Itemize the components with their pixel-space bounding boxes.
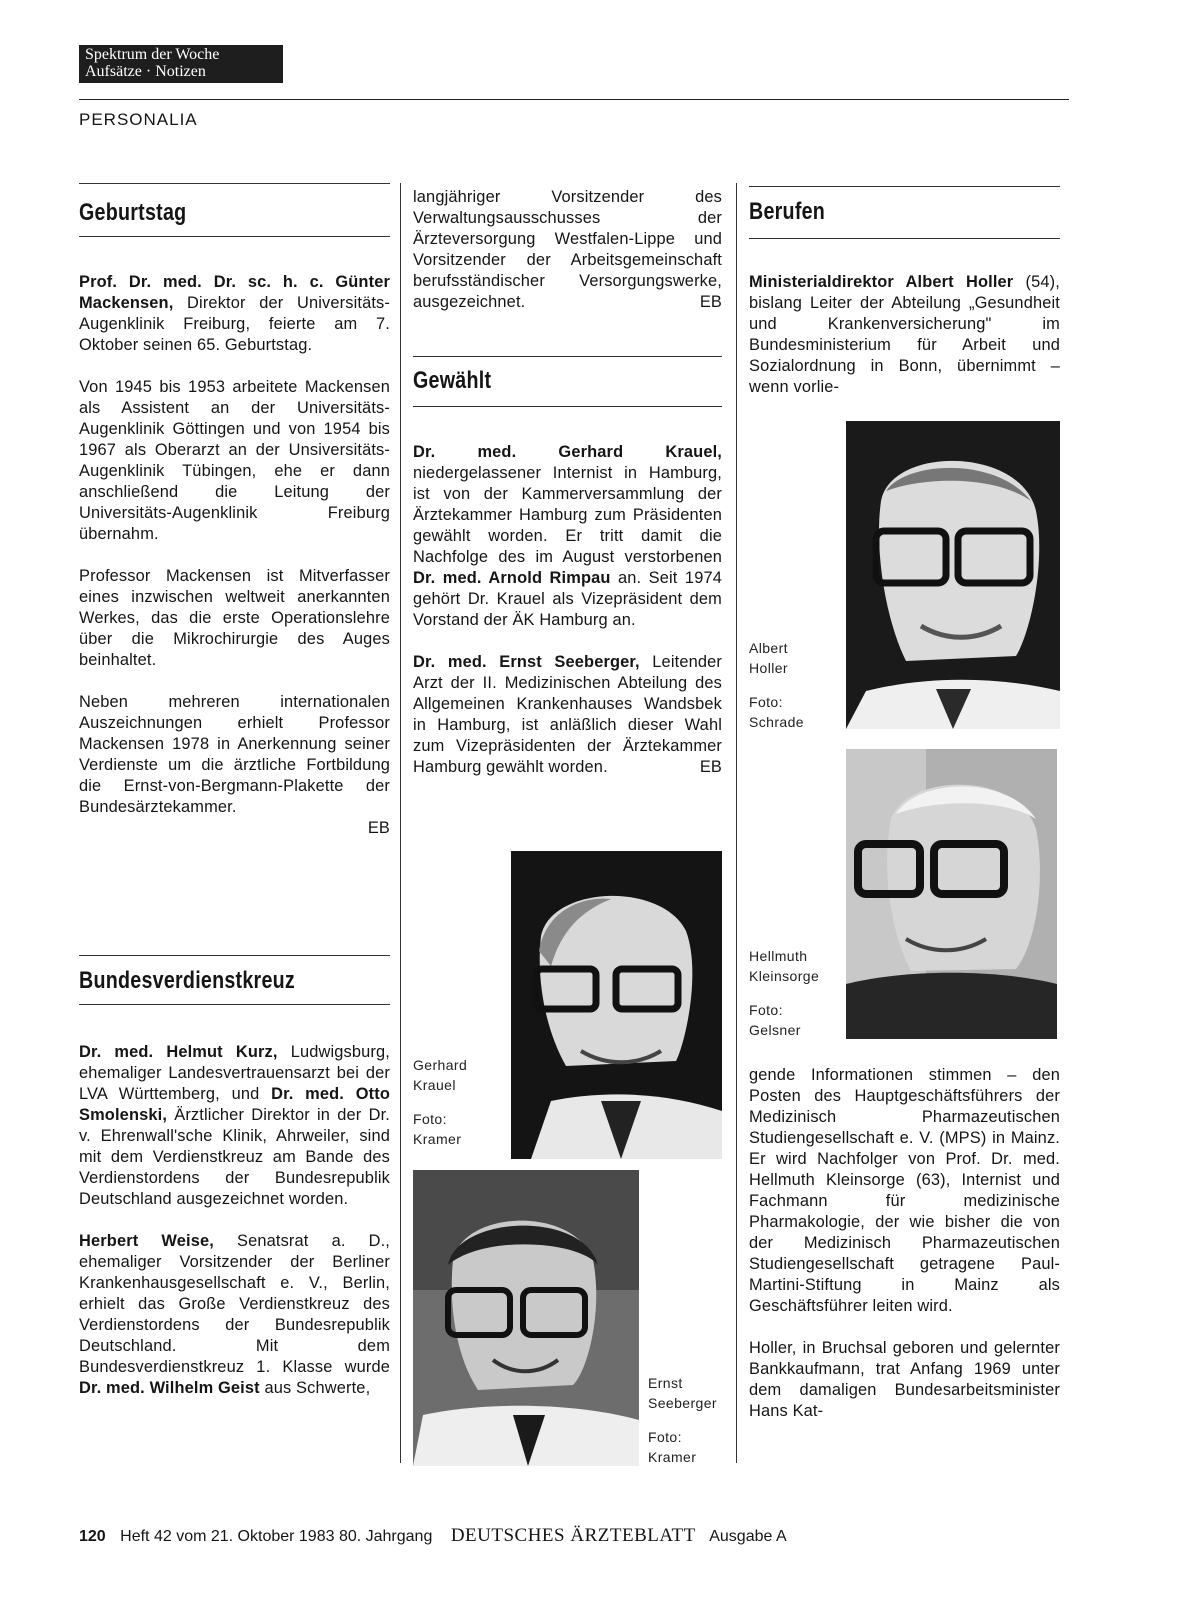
caption-krauel-first: Gerhard xyxy=(413,1057,468,1073)
heading-gewaehlt: Gewählt xyxy=(413,367,492,394)
signature-eb-1: EB xyxy=(367,819,390,837)
col2-p2-text1: niedergelassener Internist in Hamburg, ist von der Kammerversammlung der Ärztekammer Hamburg zum Präsidenten gewählt worden. Er tritt damit die Nachfolge des im August verstorbenen xyxy=(413,464,722,566)
name-seeberger: Dr. med. Ernst Seeberger, xyxy=(413,653,640,671)
issue-info: Heft 42 vom 21. Oktober 1983 80. Jahrgang xyxy=(120,1528,433,1545)
caption-krauel-credit: Kramer xyxy=(413,1131,462,1147)
col3-text-top xyxy=(749,272,1060,398)
bvk-paragraph-2 xyxy=(79,1231,390,1399)
signature-eb-2: EB xyxy=(699,293,722,311)
col1-rule-mid xyxy=(79,955,390,956)
caption-kleinsorge-credit: Gelsner xyxy=(749,1022,801,1038)
caption-krauel-last: Krauel xyxy=(413,1077,456,1093)
heading-geburtstag: Geburtstag xyxy=(79,199,187,226)
name-weise: Herbert Weise, xyxy=(79,1232,214,1250)
caption-seeberger-last: Seeberger xyxy=(648,1395,717,1411)
gewaehlt-paragraph-1 xyxy=(413,442,722,631)
col3-rule-under-heading xyxy=(749,238,1060,239)
photo-ernst-seeberger xyxy=(413,1170,639,1466)
col2-text-mid xyxy=(413,442,722,778)
caption-seeberger xyxy=(648,1373,717,1467)
portrait-krauel-icon xyxy=(511,851,722,1159)
edition: Ausgabe A xyxy=(709,1528,787,1545)
geburtstag-paragraph-3: Professor Mackensen ist Mitverfasser eines inzwischen weltweit anerkannten Werkes, das die erste Operationslehre über die Mikrochirurgie des Auges beinhaltet. xyxy=(79,567,390,669)
section-label: PERSONALIA xyxy=(79,110,198,129)
caption-krauel-foto: Foto: xyxy=(413,1111,447,1127)
caption-holler-foto: Foto: xyxy=(749,694,783,710)
caption-holler-first: Albert xyxy=(749,640,788,656)
column-separator-2 xyxy=(736,183,737,1463)
section-tag xyxy=(79,45,283,83)
caption-seeberger-foto: Foto: xyxy=(648,1429,682,1445)
page-footer xyxy=(79,1525,787,1547)
berufen-paragraph-2: gende Informationen stimmen – den Posten des Hauptgeschäftsführers der Medizinisch Pharmazeutischen Studiengesellschaft e. V. (MPS) in Mainz. Er wird Nachfolger von Prof. Dr. med. Hellmuth Kleinsorge (63), Internist und Fachmann für medizinische Pharmakologie, der wie bisher die von der Medizinisch Pharmazeutischen Studiengesellschaft getragene Paul-Martini-Stiftung in Mainz als Geschäftsführer leiten wird. xyxy=(749,1066,1060,1315)
col2-rule-under-heading xyxy=(413,406,722,407)
photo-albert-holler xyxy=(846,421,1060,729)
section-tag-line1: Spektrum der Woche xyxy=(85,46,220,63)
p6-text1: Senatsrat a. D., ehemaliger Vorsitzender der Berliner Krankenhausgesellschaft e. V., Berlin, erhielt das Große Verdienstkreuz des Verdienstordens der Bundesrepublik Deutschland. Mit dem Bundesverdienstkreuz 1. Klasse wurde xyxy=(79,1232,390,1376)
caption-holler xyxy=(749,638,804,732)
col3-text-bottom xyxy=(749,1065,1060,1422)
berufen-paragraph-1 xyxy=(749,272,1060,398)
header-rule xyxy=(79,99,1069,100)
col2-rule-top xyxy=(413,356,722,357)
signature-eb-3: EB xyxy=(699,758,722,776)
caption-krauel xyxy=(413,1055,467,1149)
name-kurz: Dr. med. Helmut Kurz, xyxy=(79,1043,278,1061)
caption-kleinsorge-first: Hellmuth xyxy=(749,948,808,964)
col1-rule-under-heading xyxy=(79,236,390,237)
caption-kleinsorge-last: Kleinsorge xyxy=(749,968,820,984)
geburtstag-paragraph-2: Von 1945 bis 1953 arbeitete Mackensen als Assistent an der Universitäts-Augenklinik Göttingen und von 1954 bis 1967 als Oberarzt an der Unsiversitäts-Augenklinik Tübingen, ehe er dann anschließend die Leitung der Universitäts-Augenklinik Freiburg übernahm. xyxy=(79,378,390,543)
name-rimpau: Dr. med. Arnold Rimpau xyxy=(413,569,611,587)
portrait-kleinsorge-icon xyxy=(846,749,1057,1039)
p5-text1: Ludwigsburg, ehemaliger Landesvertrauensarzt bei der LVA Württemberg, und xyxy=(79,1043,390,1103)
caption-holler-last: Holler xyxy=(749,660,788,676)
col2-text-top xyxy=(413,187,722,313)
portrait-holler-icon xyxy=(846,421,1060,729)
col1-text-top xyxy=(79,272,390,839)
name-mackensen: Prof. Dr. med. Dr. sc. h. c. Günter Mackensen, xyxy=(79,273,390,312)
name-krauel: Dr. med. Gerhard Krauel, xyxy=(413,443,722,461)
caption-seeberger-first: Ernst xyxy=(648,1375,683,1391)
geburtstag-paragraph-1 xyxy=(79,272,390,356)
page-number: 120 xyxy=(79,1528,106,1545)
p5-text2: Ärztlicher Direktor in der Dr. v. Ehrenwall'sche Klinik, Ahrweiler, sind mit dem Verdienstkreuz am Bande des Verdienstordens der Bundesrepublik Deutschland ausgezeichnet worden. xyxy=(79,1106,390,1208)
col2-p1-text: langjähriger Vorsitzender des Verwaltungsausschusses der Ärzteversorgung Westfalen-Lippe und Vorsitzender der Arbeitsgemeinschaft berufsständischer Versorgungswerke, ausgezeichnet. xyxy=(413,188,722,311)
geburtstag-paragraph-4 xyxy=(79,692,390,818)
portrait-seeberger-icon xyxy=(413,1170,639,1466)
heading-berufen: Berufen xyxy=(749,198,826,225)
caption-kleinsorge xyxy=(749,946,819,1040)
column-separator-1 xyxy=(400,183,401,1463)
name-geist: Dr. med. Wilhelm Geist xyxy=(79,1379,260,1397)
col3-rule-top xyxy=(749,186,1060,187)
p1-text: Direktor der Universitäts-Augenklinik Freiburg, feierte am 7. Oktober seinen 65. Geburtstag. xyxy=(79,294,390,354)
name-smolenski: Dr. med. Otto Smolenski, xyxy=(79,1085,390,1124)
col2-p2-text2: an. Seit 1974 gehört Dr. Krauel als Vizepräsident dem Vorstand der ÄK Hamburg an. xyxy=(413,569,722,629)
col2-p3-text: Leitender Arzt der II. Medizinischen Abteilung des Allgemeinen Krankenhauses Wandsbek in Hamburg, ist anläßlich dieser Wahl zum Vizepräsidenten der Ärztekammer Hamburg gewählt worden. xyxy=(413,653,722,776)
photo-hellmuth-kleinsorge xyxy=(846,749,1057,1039)
col1-rule-top xyxy=(79,183,390,184)
heading-bundesverdienstkreuz: Bundesverdienstkreuz xyxy=(79,967,296,994)
bvk-paragraph-1 xyxy=(79,1042,390,1210)
caption-kleinsorge-foto: Foto: xyxy=(749,1002,783,1018)
photo-gerhard-krauel xyxy=(511,851,722,1159)
journal-name: DEUTSCHES ÄRZTEBLATT xyxy=(450,1525,696,1546)
caption-seeberger-credit: Kramer xyxy=(648,1449,697,1465)
name-holler: Ministerialdirektor Albert Holler xyxy=(749,273,1014,291)
caption-holler-credit: Schrade xyxy=(749,714,804,730)
section-tag-line2: Aufsätze · Notizen xyxy=(85,63,206,80)
p4-text: Neben mehreren internationalen Auszeichnungen erhielt Professor Mackensen 1978 in Anerkennung seiner Verdienste um die ärztliche Fortbildung die Ernst-von-Bergmann-Plakette der Bundesärztekammer. xyxy=(79,693,390,816)
col1-rule-under-heading2 xyxy=(79,1004,390,1005)
col1-text-bottom xyxy=(79,1042,390,1399)
p6-text2: aus Schwerte, xyxy=(259,1379,371,1397)
col3-p1-text: (54), bislang Leiter der Abteilung „Gesundheit und Krankenversicherung" im Bundesministerium für Arbeit und Sozialordnung in Bonn, übernimmt – wenn vorlie- xyxy=(749,273,1060,396)
berufen-paragraph-3: Holler, in Bruchsal geboren und gelernter Bankkaufmann, trat Anfang 1969 unter dem damaligen Bundesarbeitsminister Hans Kat- xyxy=(749,1339,1060,1420)
